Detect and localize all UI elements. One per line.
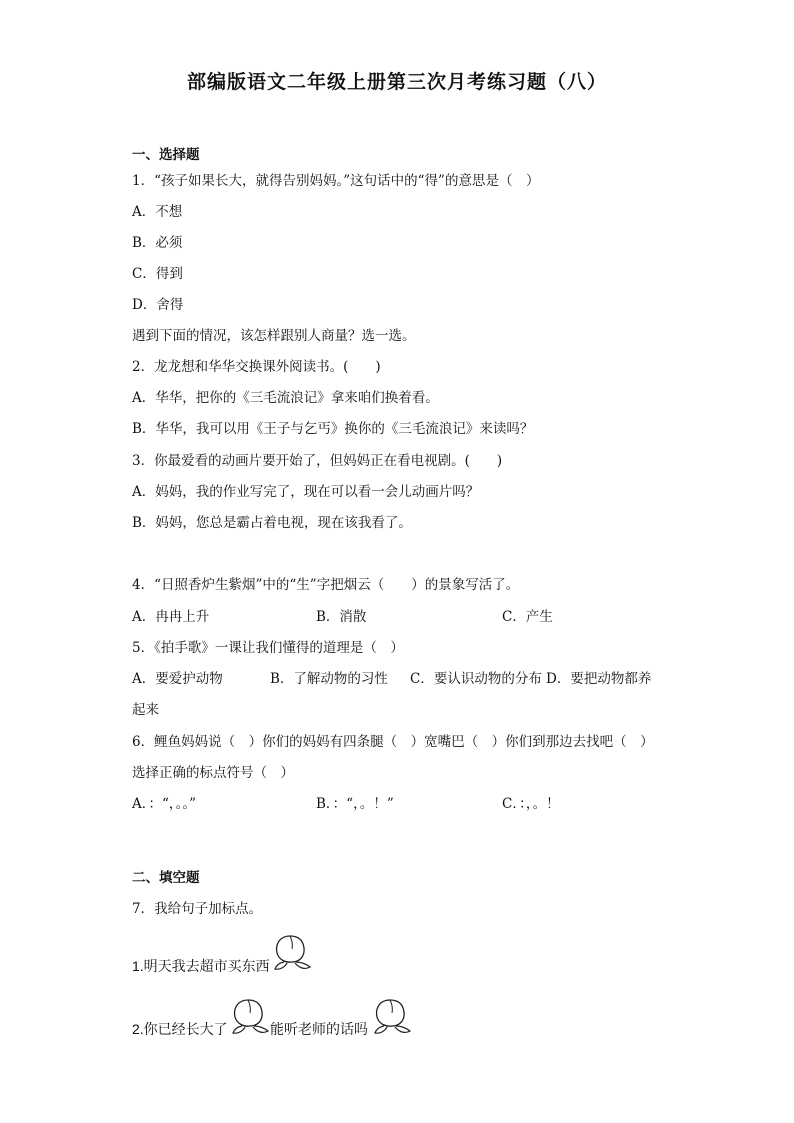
q1-option-a: A．不想 [132, 204, 183, 220]
section-heading-choice: 一、选择题 [132, 147, 200, 163]
discussion-intro: 遇到下面的情况，该怎样跟别人商量？选一选。 [132, 328, 416, 344]
q5-option-a: A．要爱护动物 [132, 671, 223, 687]
peach-blank-icon [272, 932, 314, 972]
q6-option-b: B．：“，。！” [316, 796, 394, 812]
peach-blank-icon [372, 996, 414, 1036]
question-1: 1．“孩子如果长大，就得告别妈妈。”这句话中的“得”的意思是（ ） [132, 173, 540, 189]
q1-option-c: C．得到 [132, 266, 183, 282]
q5-option-d: D．要把动物都养 [546, 671, 652, 687]
q5-option-d-wrap: 起来 [132, 702, 159, 718]
q7-sentence-1: 1.明天我去超市买东西 [132, 958, 270, 974]
question-3: 3．你最爱看的动画片要开始了，但妈妈正在看电视剧。( ) [132, 453, 503, 469]
q1-option-b: B．必须 [132, 235, 183, 251]
q7-sentence-2-part1: 2.你已经长大了 [132, 1021, 228, 1037]
peach-blank-icon [230, 996, 272, 1036]
q6-option-a: A．：“，。。” [132, 796, 197, 812]
q3-option-b: B．妈妈，您总是霸占着电视，现在该我看了。 [132, 515, 412, 531]
q3-option-a: A．妈妈，我的作业写完了，现在可以看一会儿动画片吗？ [132, 484, 480, 500]
question-6: 6．鲤鱼妈妈说（ ）你们的妈妈有四条腿（ ）宽嘴巴（ ）你们到那边去找吧（ ） [132, 734, 654, 750]
q2-option-b: B．华华，我可以用《王子与乞丐》换你的《三毛流浪记》来读吗？ [132, 421, 534, 437]
q1-option-d: D．舍得 [132, 297, 184, 313]
question-2: 2．龙龙想和华华交换课外阅读书。( ) [132, 359, 381, 375]
q4-option-c: C．产生 [502, 609, 553, 625]
q5-option-c: C．要认识动物的分布 [410, 671, 542, 687]
q6-option-c: C．：，。！ [502, 796, 560, 812]
q5-option-b: B．了解动物的习性 [270, 671, 388, 687]
question-4: 4．“日照香炉生紫烟”中的“生”字把烟云（ ）的景象写活了。 [132, 577, 520, 593]
page-title: 部编版语文二年级上册第三次月考练习题（八） [186, 71, 607, 93]
q4-option-b: B．消散 [316, 609, 367, 625]
q4-option-a: A．冉冉上升 [132, 609, 210, 625]
question-7: 7．我给句子加标点。 [132, 901, 263, 917]
question-5: 5．《拍手歌》一课让我们懂得的道理是（ ） [132, 640, 404, 656]
question-6-sub: 选择正确的标点符号（ ） [132, 765, 294, 781]
q2-option-a: A．华华，把你的《三毛流浪记》拿来咱们换着看。 [132, 390, 439, 406]
q7-sentence-2-part2: 能听老师的话吗 [270, 1021, 368, 1037]
section-heading-fill: 二、填空题 [132, 870, 200, 886]
